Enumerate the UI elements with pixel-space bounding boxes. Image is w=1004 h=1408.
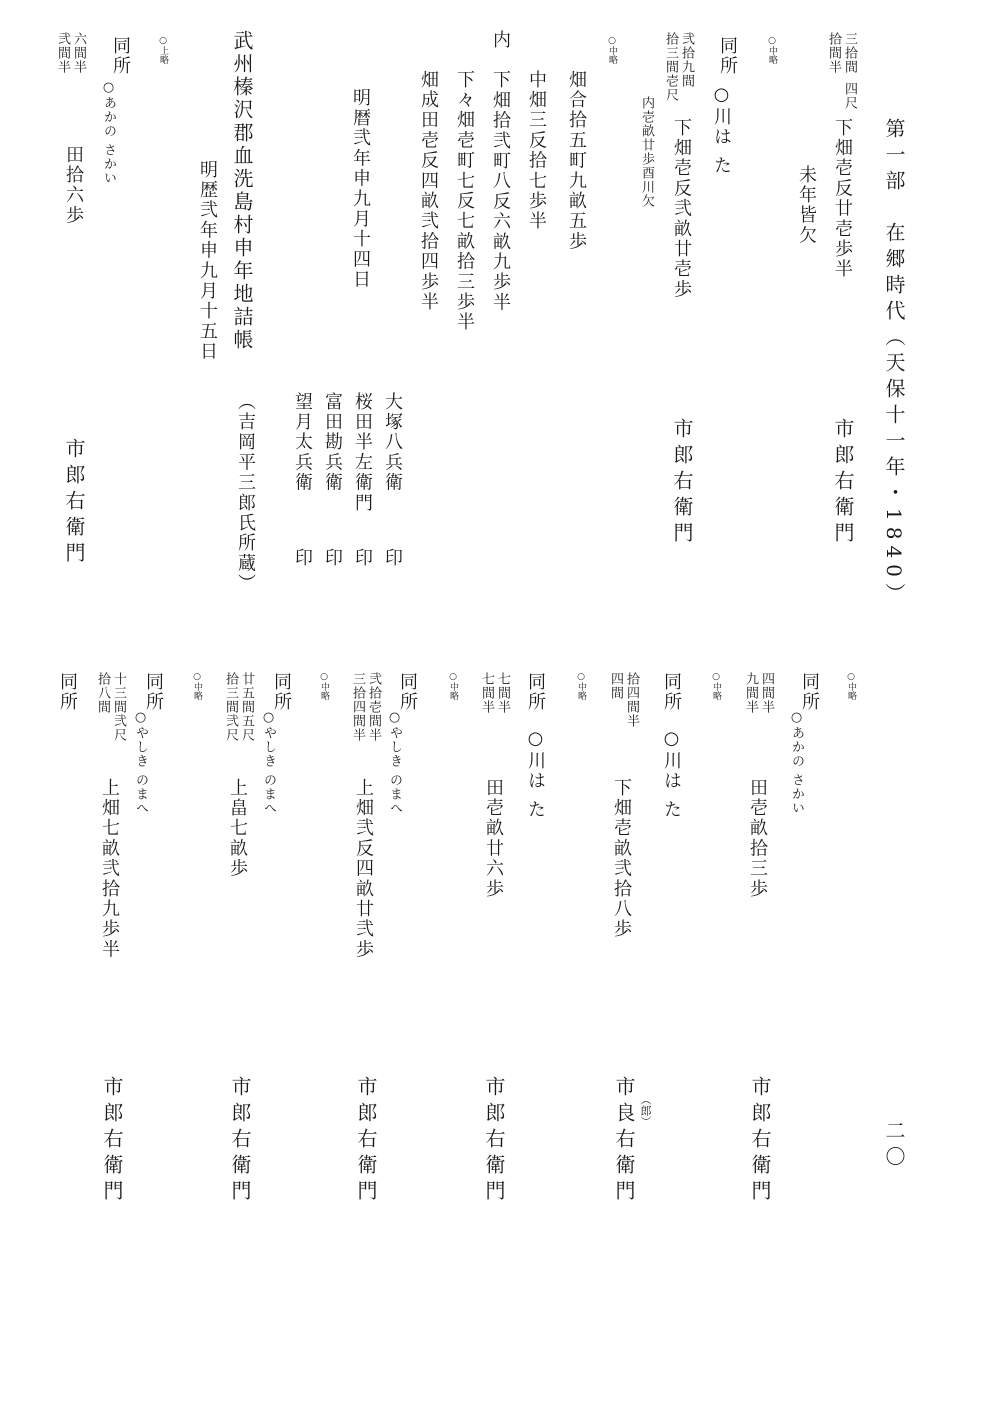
feature: ○川は た bbox=[525, 728, 546, 820]
omission-mark: ○中略 bbox=[319, 672, 329, 700]
measure: 九間半 bbox=[743, 672, 758, 714]
field-entry: 田壱畝拾三歩 bbox=[747, 778, 768, 900]
field-entry: 田拾六歩 bbox=[63, 145, 84, 226]
field-entry: 下畑壱畝弐拾八歩 bbox=[611, 778, 632, 940]
place-name: 同所 bbox=[799, 672, 820, 713]
field-entry: 上畠七畝歩 bbox=[227, 778, 248, 879]
measure: 拾三間壱尺 bbox=[663, 32, 678, 102]
place-name: 同所 bbox=[57, 672, 78, 713]
field-entry: 下畑壱反廿壱歩半 bbox=[832, 118, 853, 280]
place-name: 同所 bbox=[717, 36, 738, 77]
field-entry: 上畑七畝弐拾九歩半 bbox=[99, 778, 120, 960]
summary-line: 畑成田壱反四畝弐拾四歩半 bbox=[418, 70, 439, 313]
signer: 大塚八兵衛 bbox=[382, 392, 403, 493]
place-name: 同所 bbox=[143, 672, 164, 713]
seal: 印 bbox=[292, 548, 313, 569]
field-entry: 田壱畝廿六歩 bbox=[483, 778, 504, 900]
omission-mark: ○中略 bbox=[846, 672, 856, 700]
source-note: （吉岡平三郎氏所蔵） bbox=[235, 392, 256, 594]
seal: 印 bbox=[382, 548, 403, 569]
sub-note: 内壱畝廿歩酉川欠 bbox=[639, 96, 654, 208]
summary-line: 下々畑壱町七反七畝拾三歩半 bbox=[454, 70, 475, 333]
place-name: 同所 bbox=[397, 672, 418, 713]
place-name: 同所 bbox=[271, 672, 292, 713]
note: 未年皆欠 bbox=[796, 165, 817, 246]
owner-name: 市郎右衛門 bbox=[482, 1076, 506, 1206]
omission-mark: ○中略 bbox=[767, 36, 777, 64]
seal: 印 bbox=[322, 548, 343, 569]
summary-line: 中畑三反拾七歩半 bbox=[526, 70, 547, 232]
owner-name: 市良右衛門 bbox=[612, 1076, 636, 1206]
correction-gloss: （郎） bbox=[639, 1094, 652, 1127]
feature: ○あかの さかい bbox=[101, 80, 116, 186]
measure: 十三間弐尺 bbox=[111, 672, 126, 742]
signer: 富田勘兵衛 bbox=[322, 392, 343, 493]
page-number: 二〇 bbox=[882, 1120, 906, 1172]
owner-name: 市郎右衛門 bbox=[228, 1076, 252, 1206]
document-title: 武州榛沢郡血洗島村申年地詰帳 bbox=[230, 30, 254, 352]
feature: ○やしき のまへ bbox=[261, 710, 276, 816]
measure: 弐間半 bbox=[55, 32, 70, 74]
running-head: 第一部 在郷時代（天保十一年・1840） bbox=[882, 118, 906, 609]
measure: 四間 bbox=[608, 672, 623, 700]
omission-mark: ○中略 bbox=[607, 36, 617, 64]
measure: 拾三間弐尺 bbox=[223, 672, 238, 742]
owner-name: 市郎右衛門 bbox=[62, 438, 86, 568]
field-entry: 上畑弐反四畝廿弐歩 bbox=[353, 778, 374, 960]
seal: 印 bbox=[352, 548, 373, 569]
place-name: 同所 bbox=[661, 672, 682, 713]
omission-mark: ○中略 bbox=[448, 672, 458, 700]
measure: 三拾四間半 bbox=[350, 672, 365, 742]
feature: ○あかの さかい bbox=[789, 710, 804, 816]
measure: 六間半 bbox=[71, 32, 86, 74]
owner-name: 市郎右衛門 bbox=[354, 1076, 378, 1206]
owner-name: 市郎右衛門 bbox=[748, 1076, 772, 1206]
measure: 廿五間五尺 bbox=[239, 672, 254, 742]
measure: 三拾間 bbox=[842, 32, 857, 74]
signer: 桜田半左衛門 bbox=[352, 392, 373, 514]
measure: 拾間半 bbox=[826, 32, 841, 74]
summary-line: 畑合拾五町九畝五歩 bbox=[566, 70, 587, 252]
measure: 拾八間 bbox=[95, 672, 110, 714]
feature: ○やしき のまへ bbox=[133, 710, 148, 816]
owner-name: 市郎右衛門 bbox=[100, 1076, 124, 1206]
owner-name: 市郎右衛門 bbox=[670, 418, 694, 548]
measure: 七間半 bbox=[495, 672, 510, 714]
measure: 弐拾壱間半 bbox=[366, 672, 381, 742]
signer: 望月太兵衛 bbox=[292, 392, 313, 493]
field-entry: 下畑壱反弐畝廿壱歩 bbox=[671, 118, 692, 300]
date-line: 明暦弐年申九月十四日 bbox=[350, 88, 371, 290]
feature: ○川は た bbox=[711, 84, 732, 176]
omission-mark: ○中略 bbox=[192, 672, 202, 700]
measure: 七間半 bbox=[479, 672, 494, 714]
place-name: 同所 bbox=[525, 672, 546, 713]
place-name: 同所 bbox=[110, 36, 131, 77]
measure: 四尺 bbox=[842, 82, 857, 110]
summary-line: 内 下畑拾弐町八反六畝九歩半 bbox=[490, 30, 511, 313]
owner-name: 市郎右衛門 bbox=[831, 418, 855, 548]
measure: 四間半 bbox=[759, 672, 774, 714]
date-line: 明歴弐年申九月十五日 bbox=[197, 160, 218, 362]
omission-mark: ○中略 bbox=[711, 672, 721, 700]
omission-mark: ○中略 bbox=[576, 672, 586, 700]
feature: ○川は た bbox=[661, 728, 682, 820]
feature: ○やしき のまへ bbox=[387, 710, 402, 816]
omission-mark: ○上略 bbox=[158, 36, 168, 64]
measure: 弐拾九間 bbox=[679, 32, 694, 88]
measure: 拾四間半 bbox=[624, 672, 639, 728]
